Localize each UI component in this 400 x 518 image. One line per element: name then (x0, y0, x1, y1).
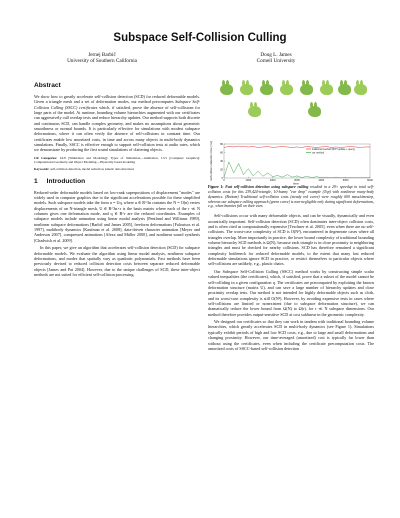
right-paragraph-2: Our Subspace Self-Collision Culling (SSCC) method works by constructing simple scalar valued inequalities (the certificates), which, if satisfied, prove that a subset of the model cannot be self-colliding in a given configuration q. The certificates are precomputed by exploiting the known deformation structure (matrix U), and can save a large number of hierarchy updates and close proximity overlap tests. Our method is not intended for highly deformable objects such as cloth, and its worst-case complexity is still O(N²). However, by avoiding expensive tests in cases where self-collisions are limited or nonexistent (due to subspace deformation structure), we can dramatically reduce the lower bound from Ω(N) to Ω(r), for r ≪ N subspace dimensions. Our method therefore provides output-sensitive SCD at cost sublinear in the geometric complexity. (208, 268, 374, 317)
bunny-image (280, 84, 293, 95)
intro-heading (34, 178, 200, 186)
keywords (34, 167, 200, 171)
left-column (34, 78, 200, 280)
y-tick-label: 60 (220, 151, 223, 155)
intro-paragraph-2: In this paper, we give an algorithm that accelerates self-collision detection (SCD) for subspace deformable models. We evaluate the algorithm using linear modal analysis, nonlinear subspace deformations, and modes that spatially vary as quadratic polynomials. Fast methods have been previously devised to reduced collision detection costs between separate reduced deformable objects [James and Pai 2004]. However, due to the unique challenges of SCD, these inter-object methods are not suited for efficient self-collision processing. (34, 245, 200, 278)
bunny-image (260, 84, 273, 95)
legend-entry: traditional method (BVH update + query) (312, 147, 355, 151)
x-tick-label: 1000 (245, 179, 252, 183)
legend-entry: our method (312, 151, 325, 155)
author-2-affiliation: Cornell University (256, 58, 296, 65)
intro-heading-number: 1 (34, 177, 38, 185)
y-tick-label: 80 (220, 143, 223, 146)
bunny-image (308, 106, 321, 117)
author-2 (196, 52, 356, 65)
intro-paragraph-1: Reduced-order deformable models based on low-rank superpositions of displacement "modes" are widely used in computer graphics due to the significant accelerations possible for these simplified models. Such subspace models take the form u = Uq, where u ∈ R^3n contains the N = O(n) vertex displacements of an N-triangle mesh, U ∈ R^3n×r is the basis matrix where each of the r ≪ N columns gives one deformation mode, and q ∈ R^r are the reduced coordinates. Examples of subspace models include animation using linear modal analysis [Pentland and Williams 1989], nonlinear subspace deformations [Barbič and James 2005], freeform deformations [Faloutsos et al. 1997], multibody dynamics [Kaufman et al. 2008], data-driven character animation [Meyer and Anderson 2007], compressed animations [Alexa and Müller 2000], and nonlinear sound synthesis [Chadwick et al. 2009]. (34, 189, 200, 243)
plot-area (220, 142, 373, 182)
abstract-text (34, 94, 200, 153)
abstract-text-italic: Subspace Self-Collision Culling (SSCC) certificates (34, 99, 200, 110)
right-column (208, 78, 374, 353)
intro-heading-text: Introduction (46, 177, 86, 185)
bunny-image (240, 84, 253, 95)
x-axis-label: time (293, 181, 299, 185)
caption-bold: Fast self-collision detection using subspace culling (225, 185, 309, 189)
y-tick-label: 0 (221, 177, 223, 180)
figure-1-caption (208, 185, 374, 209)
abstract-heading: Abstract (34, 82, 61, 89)
caption-label: Figure 1: (208, 185, 224, 189)
bunny-image (300, 84, 313, 95)
author-1-affiliation: University of Southern California (67, 58, 137, 65)
author-2-name: Doug L. James (260, 52, 292, 58)
author-1-name: Jernej Barbič (88, 52, 116, 58)
cr-label: CR Categories: (34, 155, 58, 160)
cr-categories (34, 156, 200, 165)
y-axis-label: self-collision detection time [ms] (209, 141, 213, 181)
bunny-image (248, 106, 261, 117)
right-paragraph-1: Self-collisions occur with many deformable objects, and can be visually, dynamically and even acoustically important. Self-collision detection (SCD) often dominates inter-object collision costs, and is often cited as computationally expensive [Teschner et al. 2005], even when there are no self-collisions. The worst-case complexity of SCD is O(N²), encountered in degenerate cases where all triangles overlap. More importantly in practice, the lower bound complexity of traditional bounding volume hierarchy SCD methods is Ω(N), because each triangle is in close proximity to neighboring triangles and must be checked for nearby collisions. SCD has therefore remained a significant complexity bottleneck for reduced deformable models, to the extent that many fast reduced deformable simulations ignore SCD in practice, or restrict themselves to particular objects where self-collisions are unlikely, e.g., plastic chairs. (208, 213, 374, 267)
x-tick-label: 0 (223, 179, 225, 183)
cr-text: I.6.8 [Simulation and Modeling]: Types of Simulation—Animation, I.3.5 [Computer Graphics]: Computational Geometry and Object Modeling—Physically based modeling (34, 155, 200, 165)
series-line-ours (221, 162, 370, 180)
figure-1-plot (208, 141, 374, 185)
keywords-label: Keywords: (34, 167, 50, 172)
x-tick-label: 4000 (318, 179, 325, 183)
abstract-text-part1: We show how to greatly accelerate self-collision detection (SCD) for reduced deformable models. Given a triangle mesh and a set of deformation modes, our method precomputes (34, 94, 200, 105)
bunny-image (320, 84, 333, 95)
x-tick-label: 6000 (367, 179, 373, 183)
caption-rest: resulted in a 29× speedup in total self-collision costs for this 239,424-triangle, 10-bunny "ear drop" example (Top) with nonlinear many-body dynamics. (Bottom) Traditional self-collision costs (steady red curve) were roughly 600 mass/timestep, whereas our subspace culling approach (green curve) is non-negligible only during significant deformations, e.g., when bunnies fall on their ears. (208, 185, 374, 209)
chart-svg (208, 141, 374, 185)
y-tick-label: 20 (220, 168, 223, 172)
author-1 (22, 52, 182, 65)
x-tick-label: 3000 (294, 179, 300, 183)
abstract-text-part2: which, if satisfied, prove the absence of self-collisions for large parts of the model. At runtime, bounding volume hierarchies augmented with our certificates can aggressively cull overlap tests and reduce hierarchy updates. Our method supports both discrete and continuous SCD, can handle complex geometry, and makes no assumptions about geometric smoothness or normal bounds. It is particularly effective for simulations with modest subspace deformations, where it can often verify the absence of self-collisions in constant time. Our certificates enable low amortized costs, in time and across many objects in multi-body dynamics simulations. Finally, SSCC is effective enough to support self-collision tests at audio rates, which we demonstrate by producing the first sound simulations of clattering objects. (34, 104, 200, 153)
figure-1-render (208, 78, 374, 138)
bunny-image (220, 84, 233, 95)
paper-title: Subspace Self-Collision Culling (113, 32, 287, 44)
y-tick-label: 40 (220, 160, 223, 163)
right-paragraph-3: We designed our certificates so that they can work in tandem with traditional bounding volume hierarchies, which greatly accelerates SCD in multi-body dynamics (see Figure 1). Simulations typically exhibit periods of high and low SCD costs, e.g., due to large and small deformations and changing proximity. However, our time-averaged (amortized) cost is typically far lower than without using the certificates, even when including the certificate precomputation costs. The amortized costs of SSCC-based self-collision detection (208, 319, 374, 351)
keywords-text: self-collision detection, model reduction, kinetic data structures (50, 167, 135, 172)
x-tick-label: 2000 (269, 179, 276, 183)
bunny-image (354, 84, 367, 95)
x-tick-label: 5000 (342, 179, 349, 183)
bunny-image (338, 84, 351, 95)
